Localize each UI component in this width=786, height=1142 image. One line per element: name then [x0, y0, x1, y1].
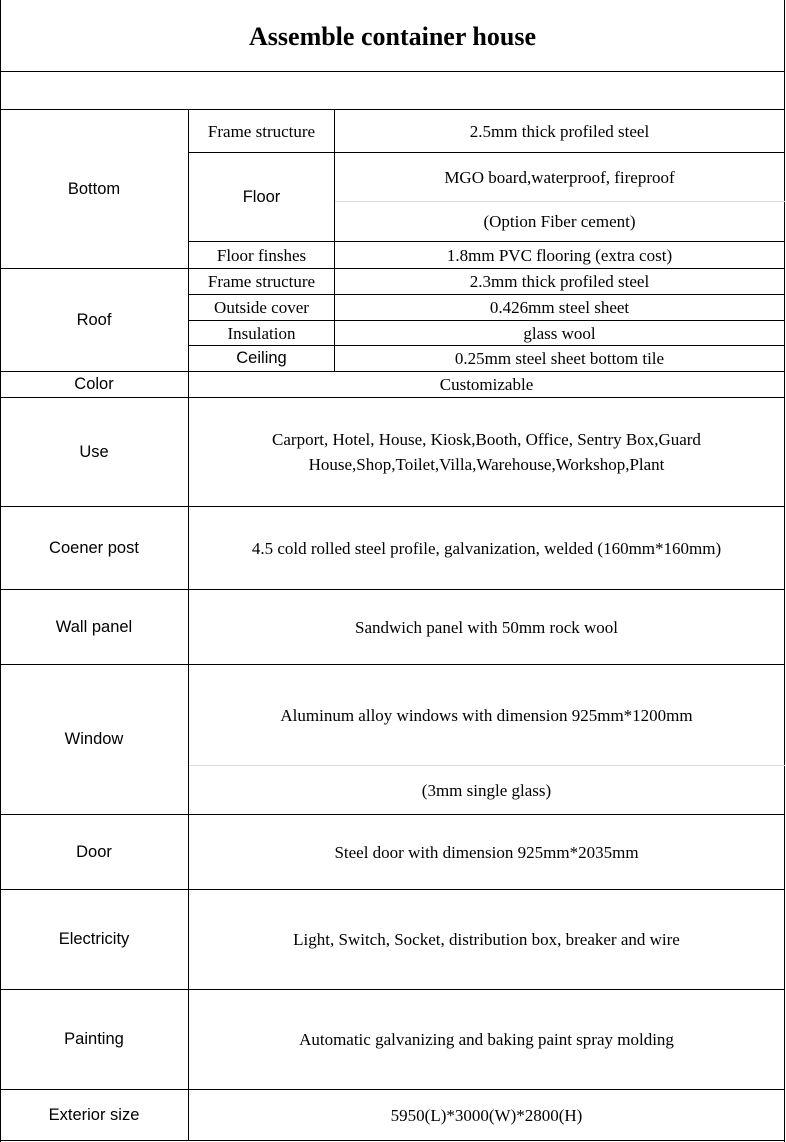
sub-label-frame-structure: Frame structure	[207, 121, 316, 141]
value-insulation: glass wool	[523, 323, 596, 343]
row-label-corner-post: Coener post	[49, 538, 139, 557]
value-corner-post: 4.5 cold rolled steel profile, galvanization, welded (160mm*160mm)	[251, 538, 722, 558]
row-label-wall-panel: Wall panel	[55, 617, 133, 636]
row-label-painting: Painting	[64, 1030, 124, 1048]
grid-line	[0, 1140, 785, 1141]
value-roof-frame-structure: 2.3mm thick profiled steel	[469, 272, 650, 291]
value-window: Aluminum alloy windows with dimension 925mm*1200mm	[280, 705, 693, 725]
value-electricity: Light, Switch, Socket, distribution box, breaker and wire	[293, 930, 680, 949]
row-label-exterior-size: Exterior size	[48, 1105, 140, 1124]
row-label-door: Door	[76, 842, 112, 861]
value-floor: MGO board,waterproof, fireproof	[444, 167, 675, 187]
table-title: Assemble container house	[249, 21, 536, 51]
value-outside-cover: 0.426mm steel sheet	[489, 298, 630, 317]
value-window-glass: (3mm single glass)	[421, 780, 552, 800]
value-use-line-2: House,Shop,Toilet,Villa,Warehouse,Workshop,Plant	[308, 455, 665, 474]
grid-line	[784, 0, 785, 1142]
row-label-electricity: Electricity	[58, 930, 130, 948]
row-label-bottom: Bottom	[67, 179, 121, 198]
row-label-use: Use	[79, 442, 109, 461]
row-label-roof: Roof	[76, 310, 112, 329]
value-exterior-size: 5950(L)*3000(W)*2800(H)	[390, 1105, 583, 1125]
row-label-window: Window	[64, 730, 124, 748]
sub-label-floor: Floor	[242, 187, 281, 206]
value-floor-option: (Option Fiber cement)	[483, 212, 636, 231]
sub-label-ceiling: Ceiling	[236, 349, 287, 367]
value-frame-structure: 2.5mm thick profiled steel	[469, 121, 650, 141]
sub-label-insulation: Insulation	[227, 323, 296, 343]
value-color: Customizable	[439, 375, 534, 394]
value-painting: Automatic galvanizing and baking paint spray molding	[299, 1030, 674, 1049]
value-door: Steel door with dimension 925mm*2035mm	[334, 842, 639, 862]
value-use-line-1: Carport, Hotel, House, Kiosk,Booth, Office, Sentry Box,Guard	[272, 430, 701, 449]
sub-label-roof-frame-structure: Frame structure	[207, 272, 316, 291]
value-use	[189, 398, 784, 506]
value-wall-panel: Sandwich panel with 50mm rock wool	[355, 617, 618, 637]
sub-label-outside-cover: Outside cover	[214, 298, 309, 317]
value-ceiling: 0.25mm steel sheet bottom tile	[454, 349, 665, 368]
sub-label-floor-finishes: Floor finshes	[216, 245, 307, 265]
row-label-color: Color	[74, 375, 114, 393]
value-floor-finishes: 1.8mm PVC flooring (extra cost)	[446, 245, 673, 265]
